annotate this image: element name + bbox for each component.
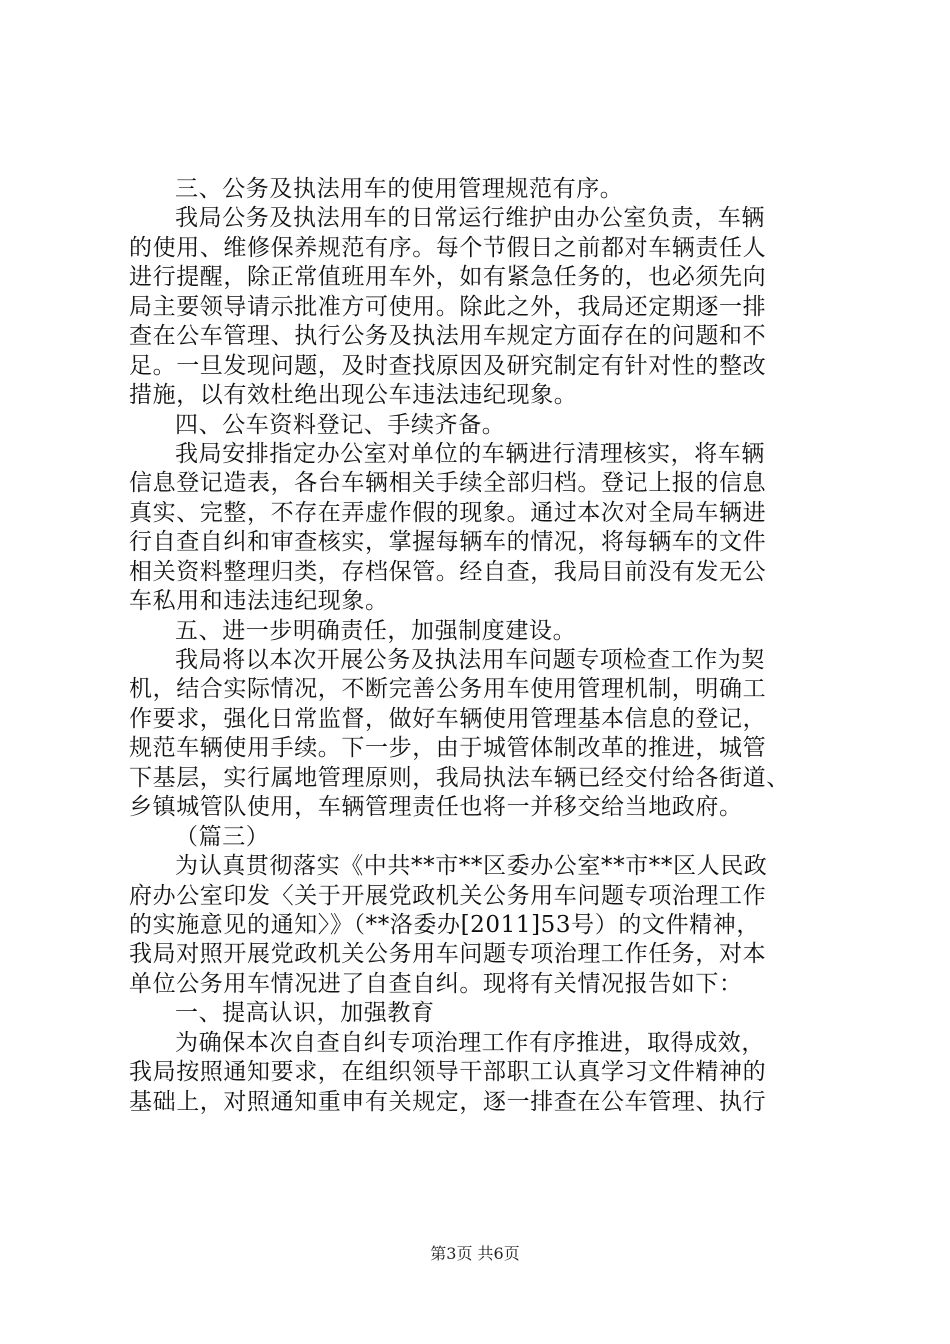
paragraph-line: 基础上，对照通知重申有关规定，逐一排查在公车管理、执行: [129, 1088, 767, 1115]
body-text: [129, 175, 839, 1117]
part-heading: （篇三）: [175, 823, 270, 850]
paragraph-line: 的使用、维修保养规范有序。每个节假日之前都对车辆责任人: [129, 234, 767, 261]
paragraph-line: 单位公务用车情况进了自查自纠。现将有关情况报告如下：: [129, 970, 743, 997]
paragraph-line: 我局将以本次开展公务及执法用车问题专项检查工作为契: [175, 647, 765, 673]
paragraph-line: 规范车辆使用手续。下一步，由于城管体制改革的推进，城管: [129, 735, 767, 762]
paragraph-line: 我局安排指定办公室对单位的车辆进行清理核实，将车辆: [175, 440, 765, 467]
paragraph-line: 府办公室印发〈关于开展党政机关公务用车问题专项治理工作: [129, 882, 767, 909]
paragraph-line: 车私用和违法违纪现象。: [129, 588, 389, 615]
paragraph-line: 进行提醒，除正常值班用车外，如有紧急任务的，也必须先向: [129, 264, 767, 291]
paragraph-line: 乡镇城管队使用，车辆管理责任也将一并移交给当地政府。: [129, 794, 743, 821]
paragraph-line: 足。一旦发现问题，及时查找原因及研究制定有针对性的整改: [129, 352, 767, 379]
paragraph-line: 查在公车管理、执行公务及执法用车规定方面存在的问题和不: [129, 323, 767, 350]
paragraph-line: 下基层，实行属地管理原则，我局执法车辆已经交付给各街道、: [129, 764, 790, 791]
page-number-footer: 第3页 共6页: [430, 1244, 520, 1263]
section-heading: 五、进一步明确责任，加强制度建设。: [175, 617, 577, 644]
paragraph-line: 我局对照开展党政机关公务用车问题专项治理工作任务，对本: [129, 941, 767, 968]
paragraph-line: 为确保本次自查自纠专项治理工作有序推进，取得成效，: [175, 1029, 765, 1056]
paragraph-line: 相关资料整理归类，存档保管。经自查，我局目前没有发无公: [129, 558, 767, 585]
section-heading: 一、提高认识，加强教育: [175, 1000, 435, 1027]
paragraph-line: 作要求，强化日常监督，做好车辆使用管理基本信息的登记，: [129, 705, 767, 732]
paragraph-line: 信息登记造表，各台车辆相关手续全部归档。登记上报的信息: [129, 470, 767, 497]
paragraph-line: 我局按照通知要求，在组织领导干部职工认真学习文件精神的: [129, 1059, 767, 1086]
paragraph-line: 我局公务及执法用车的日常运行维护由办公室负责，车辆: [175, 205, 765, 232]
section-heading: 四、公车资料登记、手续齐备。: [175, 411, 506, 438]
paragraph-line: 局主要领导请示批准方可使用。除此之外，我局还定期逐一排: [129, 293, 767, 320]
section-heading: 三、公务及执法用车的使用管理规范有序。: [175, 176, 624, 202]
paragraph-line: 为认真贯彻落实《中共**市**区委办公室**市**区人民政: [175, 853, 768, 880]
paragraph-line: 行自查自纠和审查核实，掌握每辆车的情况，将每辆车的文件: [129, 529, 767, 556]
paragraph-line: 真实、完整，不存在弄虚作假的现象。通过本次对全局车辆进: [129, 499, 767, 526]
paragraph-line: 机，结合实际情况，不断完善公务用车使用管理机制，明确工: [129, 676, 767, 703]
paragraph-line: 措施，以有效杜绝出现公车违法违纪现象。: [129, 382, 578, 409]
paragraph-line: 的实施意见的通知〉》（**洛委办[2011]53号）的文件精神，: [129, 911, 760, 938]
